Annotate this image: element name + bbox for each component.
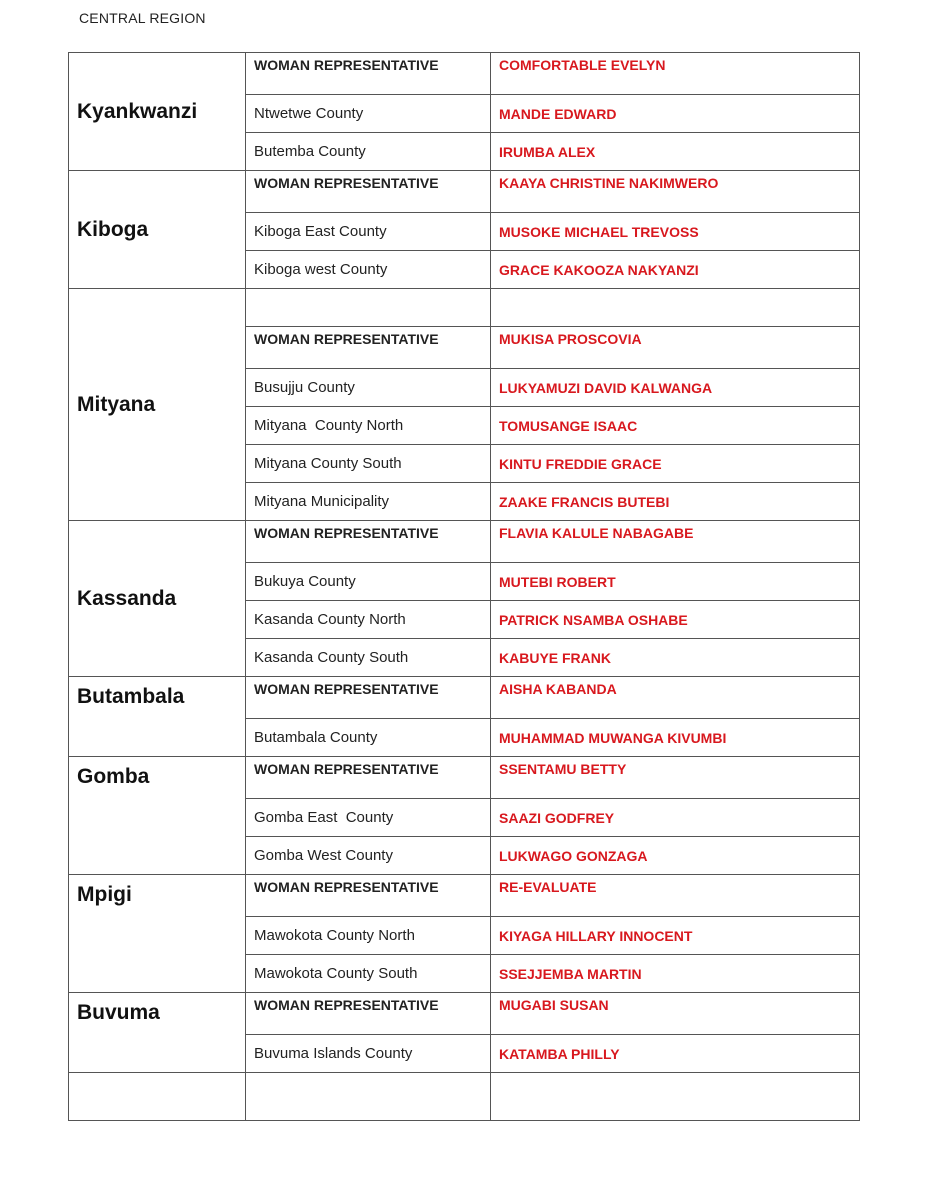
- seat-label: WOMAN REPRESENTATIVE: [246, 993, 491, 1035]
- table-row-empty: [69, 1073, 860, 1121]
- district-name: Mpigi: [69, 875, 246, 993]
- seat-label: Gomba West County: [246, 837, 491, 875]
- district-name: Kassanda: [69, 521, 246, 677]
- district-name: Mityana: [69, 289, 246, 521]
- seat-label: Mityana County North: [246, 407, 491, 445]
- candidate-name: SAAZI GODFREY: [491, 799, 860, 837]
- empty-cell: [246, 1073, 491, 1121]
- seat-label: Kasanda County North: [246, 601, 491, 639]
- table-row: [69, 757, 860, 799]
- candidate-name: FLAVIA KALULE NABAGABE: [491, 521, 860, 563]
- candidate-name: GRACE KAKOOZA NAKYANZI: [491, 251, 860, 289]
- seat-label: WOMAN REPRESENTATIVE: [246, 757, 491, 799]
- seat-label: Mityana County South: [246, 445, 491, 483]
- seat-label: WOMAN REPRESENTATIVE: [246, 677, 491, 719]
- seat-label: WOMAN REPRESENTATIVE: [246, 53, 491, 95]
- candidate-name: IRUMBA ALEX: [491, 133, 860, 171]
- seat-label: Mityana Municipality: [246, 483, 491, 521]
- table-row: [69, 53, 860, 95]
- candidate-name: SSEJJEMBA MARTIN: [491, 955, 860, 993]
- seat-label: Mawokota County South: [246, 955, 491, 993]
- seat-label: Busujju County: [246, 369, 491, 407]
- seat-label: Kiboga west County: [246, 251, 491, 289]
- seat-label: WOMAN REPRESENTATIVE: [246, 171, 491, 213]
- candidate-name: KABUYE FRANK: [491, 639, 860, 677]
- table-row-empty: [69, 289, 860, 327]
- empty-cell: [69, 1073, 246, 1121]
- seat-label: Buvuma Islands County: [246, 1035, 491, 1073]
- table-row: [69, 677, 860, 719]
- candidate-name: COMFORTABLE EVELYN: [491, 53, 860, 95]
- empty-cell: [246, 289, 491, 327]
- table-row: [69, 521, 860, 563]
- candidate-name: LUKWAGO GONZAGA: [491, 837, 860, 875]
- empty-cell: [491, 1073, 860, 1121]
- seat-label: Butambala County: [246, 719, 491, 757]
- seat-label: Kiboga East County: [246, 213, 491, 251]
- empty-cell: [491, 289, 860, 327]
- candidate-name: TOMUSANGE ISAAC: [491, 407, 860, 445]
- district-name: Kiboga: [69, 171, 246, 289]
- table-row: [69, 171, 860, 213]
- candidate-name: MUGABI SUSAN: [491, 993, 860, 1035]
- candidate-name: MANDE EDWARD: [491, 95, 860, 133]
- candidate-name: LUKYAMUZI DAVID KALWANGA: [491, 369, 860, 407]
- candidate-name: KATAMBA PHILLY: [491, 1035, 860, 1073]
- seat-label: Ntwetwe County: [246, 95, 491, 133]
- district-name: Gomba: [69, 757, 246, 875]
- candidates-table: [68, 52, 860, 1121]
- candidate-name: AISHA KABANDA: [491, 677, 860, 719]
- candidate-name: MUTEBI ROBERT: [491, 563, 860, 601]
- seat-label: WOMAN REPRESENTATIVE: [246, 521, 491, 563]
- candidate-name: KIYAGA HILLARY INNOCENT: [491, 917, 860, 955]
- district-name: Kyankwanzi: [69, 53, 246, 171]
- candidate-name: MUSOKE MICHAEL TREVOSS: [491, 213, 860, 251]
- seat-label: Mawokota County North: [246, 917, 491, 955]
- candidate-name: PATRICK NSAMBA OSHABE: [491, 601, 860, 639]
- page-title: CENTRAL REGION: [79, 10, 206, 26]
- candidate-name: KINTU FREDDIE GRACE: [491, 445, 860, 483]
- seat-label: Butemba County: [246, 133, 491, 171]
- seat-label: WOMAN REPRESENTATIVE: [246, 327, 491, 369]
- district-name: Butambala: [69, 677, 246, 757]
- candidate-name: MUKISA PROSCOVIA: [491, 327, 860, 369]
- seat-label: WOMAN REPRESENTATIVE: [246, 875, 491, 917]
- table-row: [69, 993, 860, 1035]
- candidate-name: MUHAMMAD MUWANGA KIVUMBI: [491, 719, 860, 757]
- seat-label: Kasanda County South: [246, 639, 491, 677]
- district-name: Buvuma: [69, 993, 246, 1073]
- table-row: [69, 875, 860, 917]
- candidate-name: RE-EVALUATE: [491, 875, 860, 917]
- candidate-name: ZAAKE FRANCIS BUTEBI: [491, 483, 860, 521]
- seat-label: Bukuya County: [246, 563, 491, 601]
- candidate-name: SSENTAMU BETTY: [491, 757, 860, 799]
- seat-label: Gomba East County: [246, 799, 491, 837]
- candidate-name: KAAYA CHRISTINE NAKIMWERO: [491, 171, 860, 213]
